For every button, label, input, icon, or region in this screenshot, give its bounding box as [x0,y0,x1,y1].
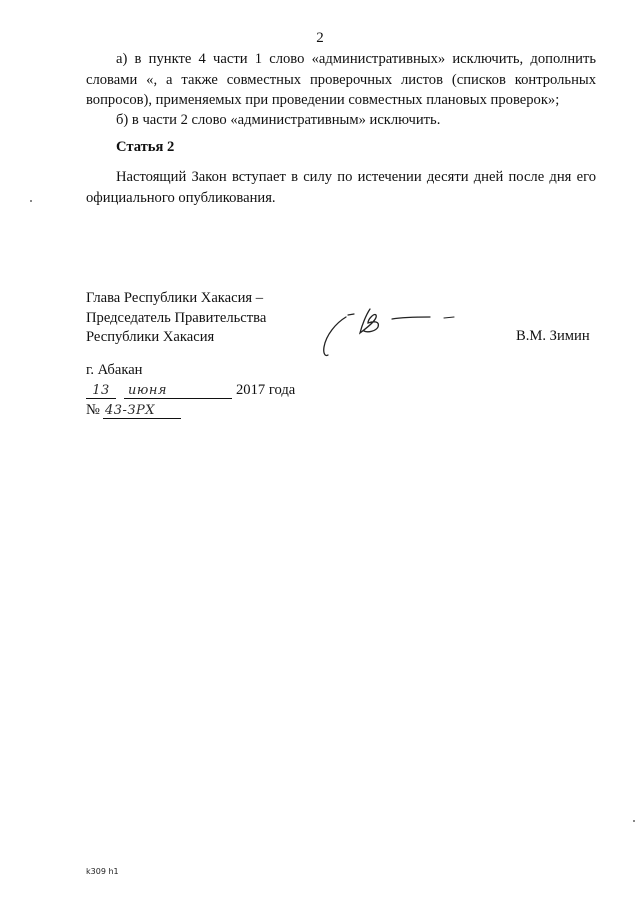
signatory-line-3: Республики Хакасия [86,329,215,345]
article-2-text: Настоящий Закон вступает в силу по истечении десяти дней после дня его официального опубликования. [86,169,596,206]
place-of-signing: г. Абакан [86,362,143,378]
amendment-item-b-text: б) в части 2 слово «административным» исключить. [116,112,441,128]
amendment-item-b [86,110,596,131]
date-year: 2017 года [236,382,296,398]
scan-speck [30,200,32,202]
law-number-value: 43-ЗРХ [103,403,181,419]
law-number-line [86,402,181,424]
signatory-title-block [86,289,266,348]
date-day: 13 [86,383,116,399]
signatory-line-2: Председатель Правительства [86,309,267,326]
amendment-item-a [86,49,596,111]
amendment-item-a-text: а) в пункте 4 части 1 слово «административных» исключить, дополнить словами «, а также совместных проверочных листов (списков контрольных вопросов), применяемых при проведении совместных плановых проверок»; [86,51,596,108]
handwritten-signature [318,305,468,360]
date-month: июня [124,383,232,399]
signatory-line-1: Глава Республики Хакасия – [86,290,264,306]
law-number-prefix: № [86,402,100,418]
article-2-title: Статья 2 [116,139,175,155]
footer-document-code: k309 h1 [86,867,119,876]
page-number: 2 [316,30,324,46]
scan-speck [633,820,635,822]
article-2-body [86,167,596,208]
date-line [86,382,295,402]
signatory-name: В.М. Зимин [516,328,590,344]
